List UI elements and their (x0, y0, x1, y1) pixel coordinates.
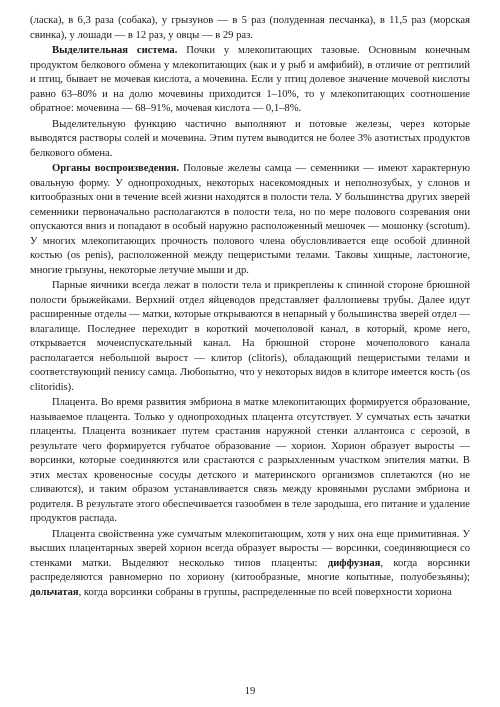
paragraph-1: (ласка), в 6,3 раза (собака), у грызунов — в 5 раз (полуденная песчанка), в 11,5 раз (морская свинка), у лошади — в 12 раз, у овцы — в 29 раз. (30, 15, 470, 41)
paragraph-placenta-types: Плацента свойственна уже сумчатым млекопитающим, хотя у них она еще примитивная. У высших плацентарных зверей хорион всегда образует выросты — ворсинки, соединяющиеся со стенками матки. Выделяют несколько типов плаценты: диффузная, когда ворсинки распределяются равномерно по хориону (китообразные, многие копытные, полуобезьяны); дольчатая, когда ворсинки собраны в группы, распределенные по всей поверхности хориона (30, 528, 470, 598)
paragraph-sweat-glands: Выделительную функцию частично выполняют и потовые железы, через которые выводятся растворы солей и мочевина. Этим путем выводится не более 3% азотистых продуктов белкового обмена. (30, 118, 470, 159)
page-number: 19 (244, 686, 256, 697)
body-text (30, 14, 470, 600)
paragraph-reproductive-organs: Органы воспроизведения. Половые железы самца — семенники — имеют характерную овальную форму. У однопроходных, некоторых насекомоядных и неполнозубых, у слонов и китообразных они в течение всей жизни находятся в полости тела. У большинства других зверей семенники первоначально располагаются в полости тела, но по мере полового созревания они опускаются вниз и попадают в особый наружно расположенный мешочек — мошонку (scrotum). У многих млекопитающих прочность полового члена обусловливается еще особой длинной костью (os penis), расположенной между пещеристыми телами. Таковы хищные, ластоногие, многие грызуны, некоторые летучие мыши и др. (30, 163, 470, 276)
paragraph-excretory-system: Выделительная система. Почки у млекопитающих тазовые. Основным конечным продуктом белкового обмена у млекопитающих (как и у рыб и амфибий), в отличие от рептилий и птиц, бывает не мочевая кислота, а мочевина. Если у птиц долевое значение мочевой кислоты равно 63–80% и на долю мочевины приходится 1–10%, то у млекопитающих соотношение обратное: мочевина — 68–91%, мочевая кислота — 0,1–8%. (30, 45, 471, 114)
paragraph-placenta: Плацента. Во время развития эмбриона в матке млекопитающих формируется образование, называемое плацента. Только у однопроходных плацента отсутствует. У сумчатых есть зачатки плаценты. Плацента возникает путем срастания наружной стенки аллантоиса с серозой, в результате чего формируется губчатое образование — хорион. Хорион образует выросты — ворсинки, которые соединяются или срастаются с разрыхленным участком эпителия матки. В этих местах кровеносные сосуды детского и материнского организмов сплетаются (но не сливаются), и таким образом устанавливается связь между кровяными руслами эмбриона и родителя. В результате этого обеспечивается газообмен в теле зародыша, его питание и удаление продуктов распада. (30, 397, 470, 524)
paragraph-ovaries: Парные яичники всегда лежат в полости тела и прикреплены к спинной стороне брюшной полости брыжейками. Верхний отдел яйцеводов представляет фаллопиевы трубы. Далее идут расширенные отделы — матки, которые открываются в непарный у большинства зверей отдел — влагалище. Последнее переходит в короткий мочеполовой канал, в который, кроме него, открывается мочеиспускательный канал. На брюшной стороне мочеполового канала располагается небольшой вырост — клитор (clitoris), обладающий пещеристыми телами и соответствующий пенису самца. Любопытно, что у некоторых видов в клиторе имеется кость (os clitoridis). (30, 280, 471, 393)
